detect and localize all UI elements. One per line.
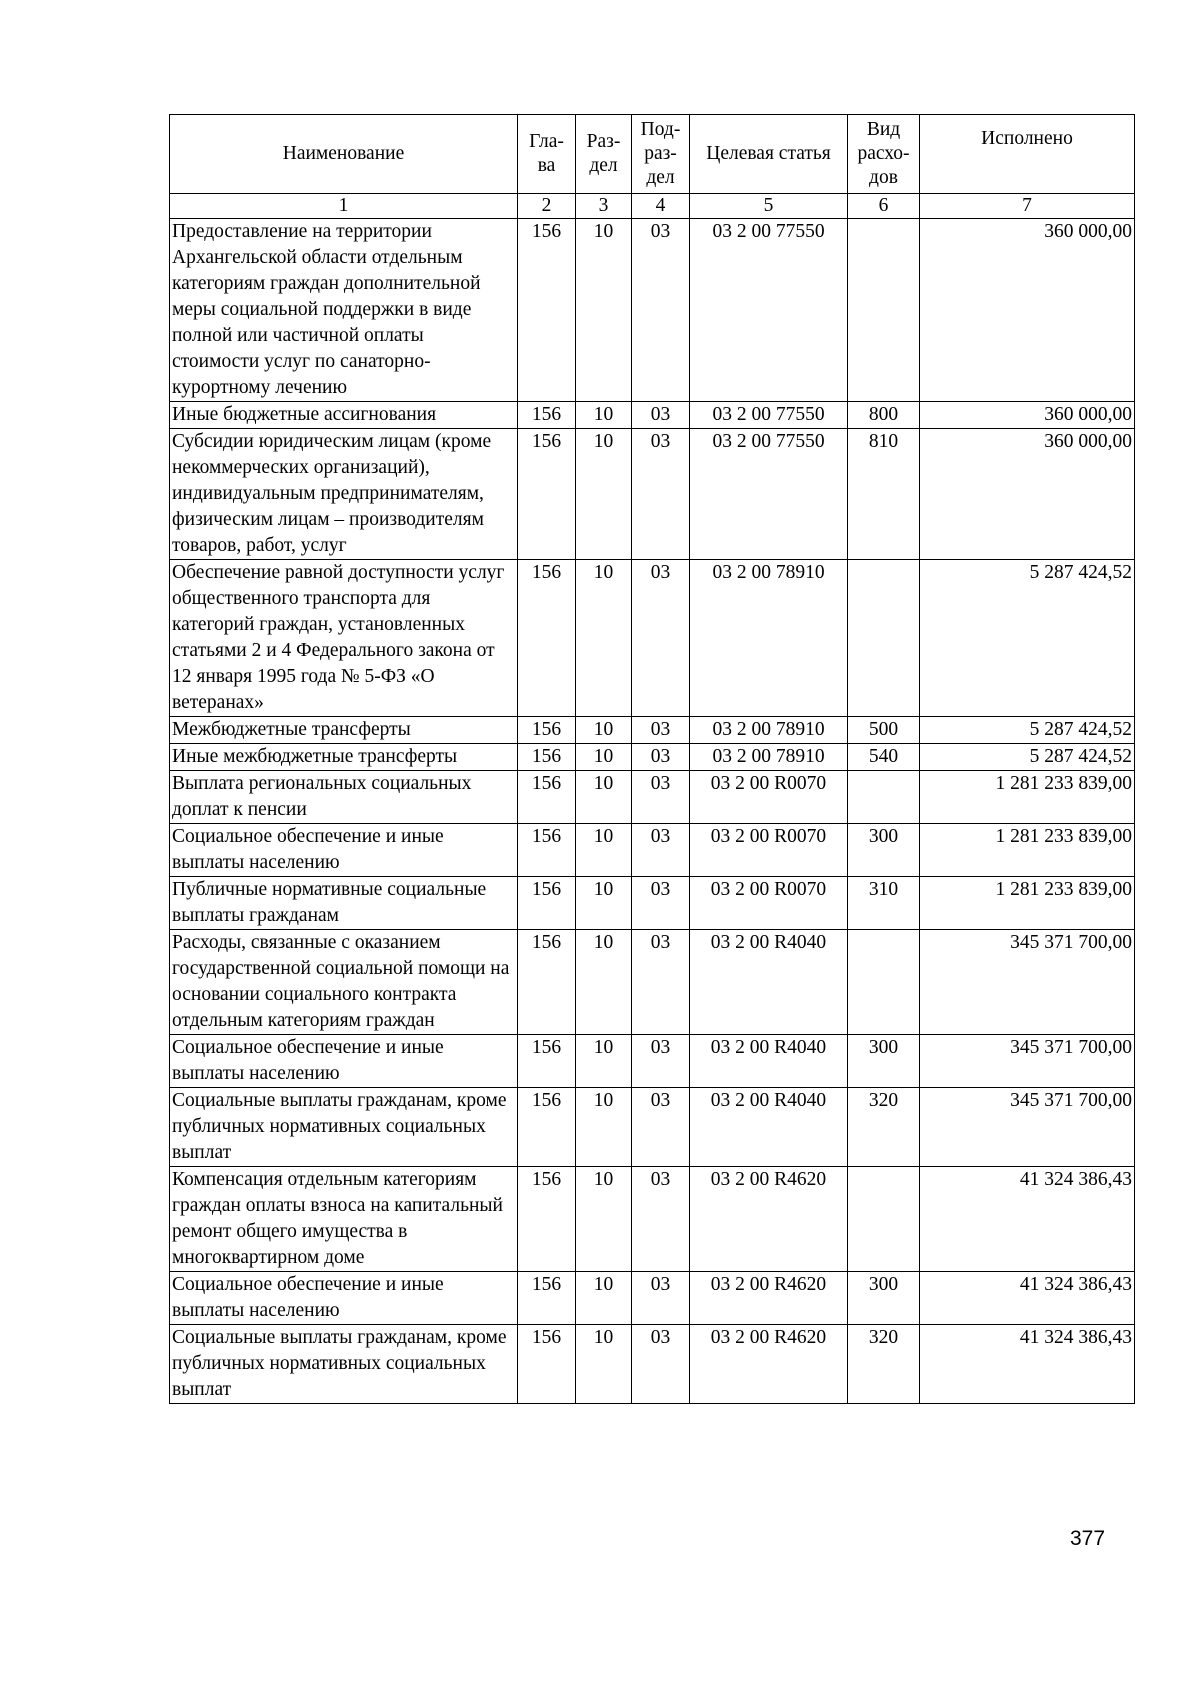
header-name: Наименование bbox=[170, 115, 518, 194]
row-subsection-cell: 03 bbox=[632, 1325, 690, 1404]
row-chapter-cell: 156 bbox=[518, 930, 576, 1035]
row-subsection-cell: 03 bbox=[632, 824, 690, 877]
row-section-cell: 10 bbox=[576, 1167, 632, 1272]
row-name-cell: Публичные нормативные социальные выплаты гражданам bbox=[170, 877, 518, 930]
column-number: 5 bbox=[690, 194, 848, 219]
column-number: 2 bbox=[518, 194, 576, 219]
row-name-cell: Расходы, связанные с оказанием государственной социальной помощи на основании социального контракта отдельным категориям граждан bbox=[170, 930, 518, 1035]
header-executed: Исполнено bbox=[920, 115, 1135, 194]
row-target-cell: 03 2 00 R0070 bbox=[690, 877, 848, 930]
row-chapter-cell: 156 bbox=[518, 1272, 576, 1325]
row-section-cell: 10 bbox=[576, 219, 632, 402]
column-number: 6 bbox=[848, 194, 920, 219]
row-executed-cell: 41 324 386,43 bbox=[920, 1272, 1135, 1325]
budget-table-container bbox=[169, 114, 1135, 1404]
table-row bbox=[170, 1167, 1135, 1272]
row-chapter-cell: 156 bbox=[518, 219, 576, 402]
table-row bbox=[170, 1272, 1135, 1325]
row-executed-cell: 5 287 424,52 bbox=[920, 717, 1135, 744]
row-name-cell: Иные межбюджетные трансферты bbox=[170, 744, 518, 771]
row-section-cell: 10 bbox=[576, 429, 632, 560]
row-exp-type-cell bbox=[848, 560, 920, 717]
row-chapter-cell: 156 bbox=[518, 877, 576, 930]
row-executed-cell: 5 287 424,52 bbox=[920, 744, 1135, 771]
column-number: 3 bbox=[576, 194, 632, 219]
row-executed-cell: 41 324 386,43 bbox=[920, 1167, 1135, 1272]
row-chapter-cell: 156 bbox=[518, 1035, 576, 1088]
row-section-cell: 10 bbox=[576, 1088, 632, 1167]
row-name-cell: Обеспечение равной доступности услуг общественного транспорта для категорий граждан, установленных статьями 2 и 4 Федерального закона от 12 января 1995 года № 5-ФЗ «О ветеранах» bbox=[170, 560, 518, 717]
row-chapter-cell: 156 bbox=[518, 744, 576, 771]
row-target-cell: 03 2 00 R0070 bbox=[690, 824, 848, 877]
row-name-cell: Социальные выплаты гражданам, кроме публичных нормативных социальных выплат bbox=[170, 1088, 518, 1167]
row-subsection-cell: 03 bbox=[632, 429, 690, 560]
row-section-cell: 10 bbox=[576, 930, 632, 1035]
row-exp-type-cell: 800 bbox=[848, 402, 920, 429]
row-target-cell: 03 2 00 77550 bbox=[690, 402, 848, 429]
table-row bbox=[170, 219, 1135, 402]
column-number: 1 bbox=[170, 194, 518, 219]
row-subsection-cell: 03 bbox=[632, 219, 690, 402]
row-subsection-cell: 03 bbox=[632, 930, 690, 1035]
row-subsection-cell: 03 bbox=[632, 717, 690, 744]
row-exp-type-cell: 320 bbox=[848, 1088, 920, 1167]
row-subsection-cell: 03 bbox=[632, 771, 690, 824]
row-section-cell: 10 bbox=[576, 717, 632, 744]
row-executed-cell: 345 371 700,00 bbox=[920, 1035, 1135, 1088]
row-name-cell: Предоставление на территории Архангельской области отдельным категориям граждан дополнительной меры социальной поддержки в виде полной или частичной оплаты стоимости услуг по санаторно-курортному лечению bbox=[170, 219, 518, 402]
row-chapter-cell: 156 bbox=[518, 1088, 576, 1167]
table-row bbox=[170, 877, 1135, 930]
row-target-cell: 03 2 00 78910 bbox=[690, 560, 848, 717]
row-executed-cell: 360 000,00 bbox=[920, 219, 1135, 402]
header-row bbox=[170, 115, 1135, 194]
row-name-cell: Социальные выплаты гражданам, кроме публичных нормативных социальных выплат bbox=[170, 1325, 518, 1404]
row-exp-type-cell: 320 bbox=[848, 1325, 920, 1404]
row-chapter-cell: 156 bbox=[518, 560, 576, 717]
row-executed-cell: 345 371 700,00 bbox=[920, 1088, 1135, 1167]
row-target-cell: 03 2 00 R4040 bbox=[690, 1035, 848, 1088]
table-body bbox=[170, 194, 1135, 1404]
row-target-cell: 03 2 00 R4620 bbox=[690, 1272, 848, 1325]
row-exp-type-cell: 300 bbox=[848, 824, 920, 877]
row-name-cell: Социальное обеспечение и иные выплаты населению bbox=[170, 1272, 518, 1325]
header-chapter: Гла- ва bbox=[518, 115, 576, 194]
row-exp-type-cell: 300 bbox=[848, 1035, 920, 1088]
row-exp-type-cell: 810 bbox=[848, 429, 920, 560]
row-section-cell: 10 bbox=[576, 744, 632, 771]
row-target-cell: 03 2 00 R4620 bbox=[690, 1167, 848, 1272]
row-section-cell: 10 bbox=[576, 1325, 632, 1404]
column-number-row bbox=[170, 194, 1135, 219]
row-target-cell: 03 2 00 R0070 bbox=[690, 771, 848, 824]
row-target-cell: 03 2 00 R4040 bbox=[690, 1088, 848, 1167]
row-target-cell: 03 2 00 77550 bbox=[690, 219, 848, 402]
table-row bbox=[170, 1035, 1135, 1088]
table-row bbox=[170, 930, 1135, 1035]
row-section-cell: 10 bbox=[576, 402, 632, 429]
row-subsection-cell: 03 bbox=[632, 1272, 690, 1325]
row-subsection-cell: 03 bbox=[632, 1088, 690, 1167]
row-name-cell: Межбюджетные трансферты bbox=[170, 717, 518, 744]
header-section: Раз- дел bbox=[576, 115, 632, 194]
table-row bbox=[170, 744, 1135, 771]
table-row bbox=[170, 824, 1135, 877]
table-row bbox=[170, 1325, 1135, 1404]
row-exp-type-cell: 500 bbox=[848, 717, 920, 744]
row-target-cell: 03 2 00 77550 bbox=[690, 429, 848, 560]
row-chapter-cell: 156 bbox=[518, 1325, 576, 1404]
row-chapter-cell: 156 bbox=[518, 771, 576, 824]
row-chapter-cell: 156 bbox=[518, 824, 576, 877]
column-number: 4 bbox=[632, 194, 690, 219]
row-section-cell: 10 bbox=[576, 824, 632, 877]
header-exp-type: Вид расхо- дов bbox=[848, 115, 920, 194]
table-row bbox=[170, 717, 1135, 744]
row-section-cell: 10 bbox=[576, 877, 632, 930]
row-target-cell: 03 2 00 R4620 bbox=[690, 1325, 848, 1404]
row-chapter-cell: 156 bbox=[518, 402, 576, 429]
row-executed-cell: 5 287 424,52 bbox=[920, 560, 1135, 717]
row-exp-type-cell: 540 bbox=[848, 744, 920, 771]
row-name-cell: Иные бюджетные ассигнования bbox=[170, 402, 518, 429]
row-name-cell: Компенсация отдельным категориям граждан оплаты взноса на капитальный ремонт общего имущества в многоквартирном доме bbox=[170, 1167, 518, 1272]
row-name-cell: Социальное обеспечение и иные выплаты населению bbox=[170, 824, 518, 877]
row-subsection-cell: 03 bbox=[632, 744, 690, 771]
row-exp-type-cell: 300 bbox=[848, 1272, 920, 1325]
row-exp-type-cell bbox=[848, 771, 920, 824]
table-row bbox=[170, 1088, 1135, 1167]
row-executed-cell: 1 281 233 839,00 bbox=[920, 824, 1135, 877]
budget-table bbox=[169, 114, 1135, 1404]
row-subsection-cell: 03 bbox=[632, 1167, 690, 1272]
row-target-cell: 03 2 00 R4040 bbox=[690, 930, 848, 1035]
row-exp-type-cell bbox=[848, 219, 920, 402]
row-target-cell: 03 2 00 78910 bbox=[690, 744, 848, 771]
row-name-cell: Субсидии юридическим лицам (кроме некоммерческих организаций), индивидуальным предпринимателям, физическим лицам – производителям товаров, работ, услуг bbox=[170, 429, 518, 560]
row-executed-cell: 360 000,00 bbox=[920, 402, 1135, 429]
column-number: 7 bbox=[920, 194, 1135, 219]
table-row bbox=[170, 429, 1135, 560]
row-exp-type-cell bbox=[848, 1167, 920, 1272]
row-section-cell: 10 bbox=[576, 1035, 632, 1088]
row-chapter-cell: 156 bbox=[518, 1167, 576, 1272]
row-executed-cell: 1 281 233 839,00 bbox=[920, 877, 1135, 930]
header-target: Целевая статья bbox=[690, 115, 848, 194]
row-executed-cell: 345 371 700,00 bbox=[920, 930, 1135, 1035]
row-subsection-cell: 03 bbox=[632, 1035, 690, 1088]
row-section-cell: 10 bbox=[576, 1272, 632, 1325]
header-subsection: Под- раз- дел bbox=[632, 115, 690, 194]
row-exp-type-cell bbox=[848, 930, 920, 1035]
page-number: 377 bbox=[1070, 1527, 1106, 1550]
row-subsection-cell: 03 bbox=[632, 877, 690, 930]
row-subsection-cell: 03 bbox=[632, 402, 690, 429]
row-subsection-cell: 03 bbox=[632, 560, 690, 717]
row-chapter-cell: 156 bbox=[518, 717, 576, 744]
row-executed-cell: 360 000,00 bbox=[920, 429, 1135, 560]
row-exp-type-cell: 310 bbox=[848, 877, 920, 930]
row-name-cell: Выплата региональных социальных доплат к пенсии bbox=[170, 771, 518, 824]
row-section-cell: 10 bbox=[576, 771, 632, 824]
table-row bbox=[170, 402, 1135, 429]
row-name-cell: Социальное обеспечение и иные выплаты населению bbox=[170, 1035, 518, 1088]
row-section-cell: 10 bbox=[576, 560, 632, 717]
row-target-cell: 03 2 00 78910 bbox=[690, 717, 848, 744]
row-executed-cell: 41 324 386,43 bbox=[920, 1325, 1135, 1404]
row-executed-cell: 1 281 233 839,00 bbox=[920, 771, 1135, 824]
table-row bbox=[170, 560, 1135, 717]
row-chapter-cell: 156 bbox=[518, 429, 576, 560]
table-row bbox=[170, 771, 1135, 824]
